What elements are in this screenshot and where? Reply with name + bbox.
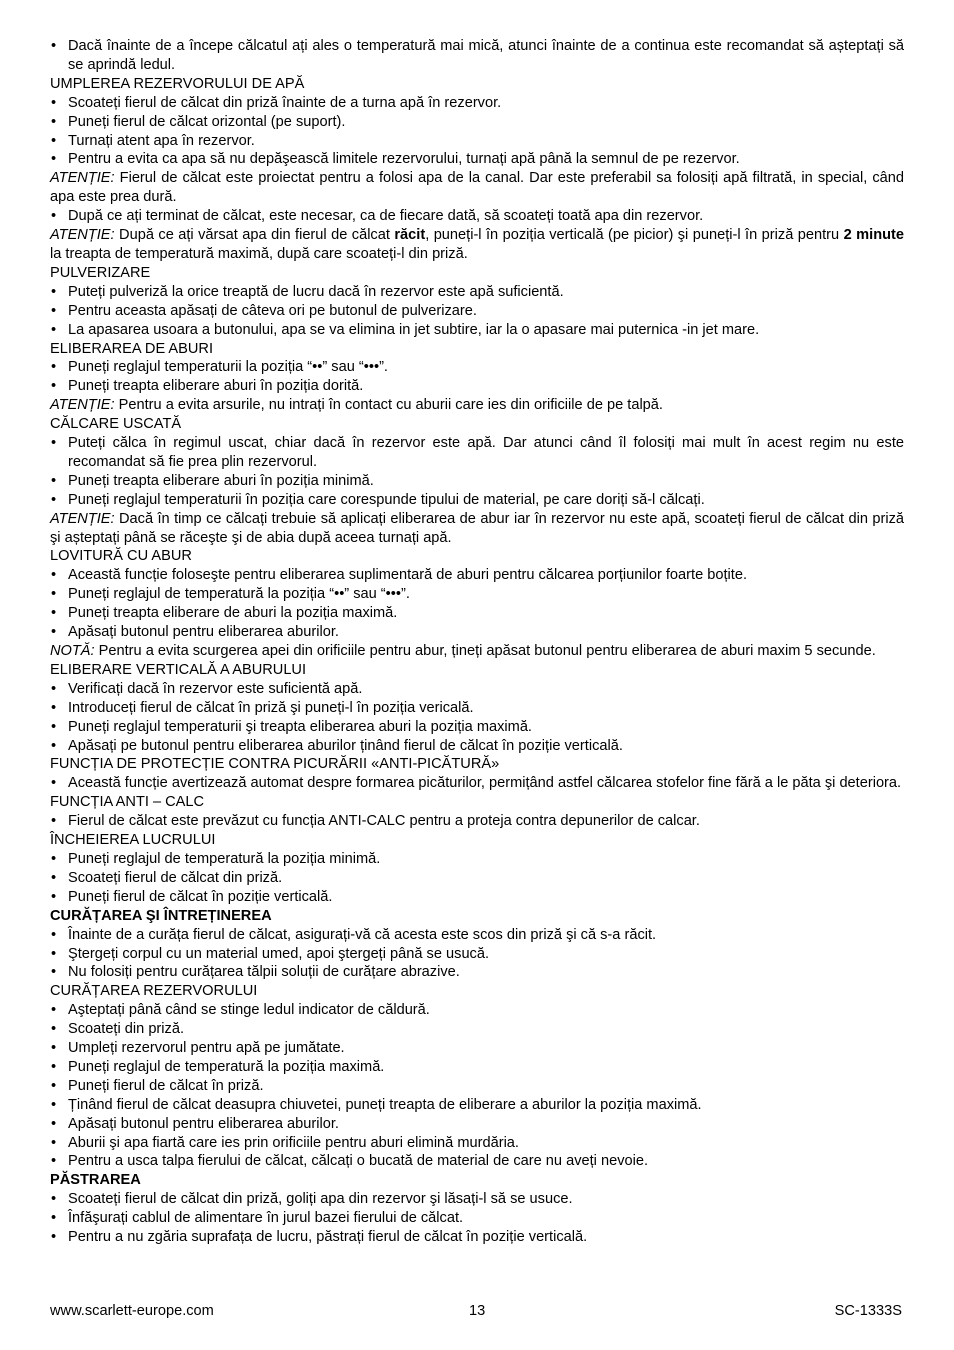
attention-text: Pentru a evita arsurile, nu intrați în contact cu aburii care ies din orificiile de pe talpă.: [114, 397, 663, 414]
attention-label: ATENȚIE:: [50, 397, 115, 414]
bullet-item: • Turnați atent apa în rezervor.: [50, 132, 904, 151]
bullet-item: • Puneți reglajul temperaturii în poziția care corespunde tipului de material, pe care doriți să-l călcați.: [50, 491, 904, 510]
section-heading: FUNCȚIA ANTI – CALC: [50, 794, 205, 811]
bullet-item: • Puneți fierul de călcat în priză.: [50, 1077, 904, 1096]
section-heading: ÎNCHEIEREA LUCRULUI: [50, 832, 216, 849]
bullet-item: • Umpleți rezervorul pentru apă pe jumătate.: [50, 1039, 904, 1058]
attention-note: [50, 226, 904, 264]
section-heading: LOVITURĂ CU ABUR: [50, 548, 192, 565]
bullet-item: • Scoateți fierul de călcat din priză, goliți apa din rezervor şi lăsați-l să se usuce.: [50, 1190, 904, 1209]
section-heading: CĂLCARE USCATĂ: [50, 416, 182, 433]
attention-label: ATENȚIE:: [50, 170, 115, 187]
bullet-item: • Puneți treapta eliberare aburi în poziția minimă.: [50, 472, 904, 491]
attention-bold: 2 minute: [843, 227, 904, 244]
attention-text: Fierul de călcat este proiectat pentru a folosi apa de la canal. Dar este preferabil sa folosiți apă filtrată, in special, când apa este prea dură.: [50, 170, 904, 206]
bullet-item: • Apăsați butonul pentru eliberarea aburilor.: [50, 623, 904, 642]
bullet-item: • Aburii şi apa fiartă care ies prin orificiile pentru aburi elimină murdăria.: [50, 1134, 904, 1153]
footer-page-number: 13: [469, 1303, 486, 1319]
bullet-item: • Introduceți fierul de călcat în priză şi puneți-l în poziția vericală.: [50, 699, 904, 718]
section-heading: ELIBERARE VERTICALĂ A ABURULUI: [50, 661, 307, 678]
bullet-item: • Puneți fierul de călcat în poziție verticală.: [50, 888, 904, 907]
bullet-item: • Puneți reglajul de temperatură la poziția maximă.: [50, 1058, 904, 1077]
bullet-item: • Ținând fierul de călcat deasupra chiuvetei, puneți treapta de eliberare a aburilor la poziția maximă.: [50, 1096, 904, 1115]
bullet-item: • Puneți reglajul temperaturii la poziția “••” sau “•••”.: [50, 358, 904, 377]
section-heading: CURĂȚAREA REZERVORULUI: [50, 983, 258, 1000]
bullet-item: • Ştergeți corpul cu un material umed, apoi ştergeți până se usucă.: [50, 945, 904, 964]
section-heading-bold: PĂSTRAREA: [50, 1172, 141, 1189]
bullet-item: • Puneți fierul de călcat orizontal (pe suport).: [50, 113, 904, 132]
bullet-item: • Verificați dacă în rezervor este suficientă apă.: [50, 680, 904, 699]
section-heading: FUNCȚIA DE PROTECȚIE CONTRA PICURĂRII «ANTI-PICĂTURĂ»: [50, 756, 500, 773]
attention-text: Pentru a evita scurgerea apei din orificiile pentru abur, țineți apăsat butonul pentru eliberarea de aburi maxim 5 secunde.: [94, 643, 876, 659]
footer-model: SC-1333S: [834, 1303, 902, 1319]
bullet-item: • După ce ați terminat de călcat, este necesar, ca de fiecare dată, să scoateți toată apa din rezervor.: [50, 207, 904, 226]
attention-note: [50, 169, 904, 207]
attention-label: NOTĂ:: [50, 643, 95, 659]
bullet-item: • Apăsați pe butonul pentru eliberarea aburilor ținând fierul de călcat în poziție verticală.: [50, 737, 904, 756]
bullet-item: • Aşteptați până când se stinge ledul indicator de căldură.: [50, 1001, 904, 1020]
bullet-item: • Fierul de călcat este prevăzut cu funcția ANTI-CALC pentru a proteja contra depunerilor de calcar.: [50, 812, 904, 831]
attention-text: , puneți-l în poziția verticală (pe picior) şi puneți-l în priză pentru: [425, 227, 844, 244]
attention-label: ATENȚIE:: [50, 510, 115, 527]
section-heading: PULVERIZARE: [50, 264, 151, 281]
bullet-item: • Puneți reglajul temperaturii şi treapta eliberarea aburi la poziția maximă.: [50, 718, 904, 737]
footer-website: www.scarlett-europe.com: [50, 1303, 214, 1319]
bullet-item: • Dacă înainte de a începe călcatul ați ales o temperatură mai mică, atunci înainte de a continua este recomandat să așteptați să se aprindă ledul.: [50, 37, 904, 75]
document-body: [50, 37, 904, 1247]
attention-text: După ce ați vărsat apa din fierul de călcat: [114, 227, 395, 244]
bullet-item: • Scoateți fierul de călcat din priză.: [50, 869, 904, 888]
page-footer: [50, 1303, 902, 1323]
bullet-item: • Puneți reglajul de temperatură la poziția minimă.: [50, 850, 904, 869]
bullet-item: • Pentru a usca talpa fierului de călcat, călcați o bucată de material de care nu aveți nevoie.: [50, 1152, 904, 1171]
attention-label: ATENȚIE:: [50, 227, 115, 244]
attention-text: la treapta de temperatură maximă, după care scoateți-l din priză.: [50, 245, 468, 262]
attention-bold: răcit: [394, 227, 426, 244]
bullet-item: • Puneți treapta eliberare de aburi la poziția maximă.: [50, 604, 904, 623]
bullet-item: • Această funcție foloseşte pentru eliberarea suplimentară de aburi pentru călcarea porțiunilor foarte boțite.: [50, 566, 904, 585]
bullet-item: • La apasarea usoara a butonului, apa se va elimina in jet subtire, iar la o apasare mai puternica -in jet mare.: [50, 321, 904, 340]
bullet-item: • Pentru a nu zgăria suprafața de lucru, păstrați fierul de călcat în poziție verticală.: [50, 1228, 904, 1247]
section-heading: UMPLEREA REZERVORULUI DE APĂ: [50, 75, 305, 92]
bullet-item: • Apăsați butonul pentru eliberarea aburilor.: [50, 1115, 904, 1134]
bullet-item: • Pentru aceasta apăsați de câteva ori pe butonul de pulverizare.: [50, 302, 904, 321]
bullet-item: • Puneți reglajul de temperatură la poziția “••” sau “•••”.: [50, 585, 904, 604]
bullet-item: • Această funcție avertizează automat despre formarea picăturilor, permițând astfel călcarea stofelor fine fără a le păta şi deteriora.: [50, 774, 904, 793]
bullet-item: • Puteți călca în regimul uscat, chiar dacă în rezervor este apă. Dar atunci când îl folosiți mai mult în acest regim nu este recomandat să fie prea plin rezervorul.: [50, 434, 904, 472]
bullet-item: • Nu folosiți pentru curățarea tălpii soluții de curățare abrazive.: [50, 963, 904, 982]
bullet-item: • Scoateți fierul de călcat din priză înainte de a turna apă în rezervor.: [50, 94, 904, 113]
bullet-item: • Înfăşurați cablul de alimentare în jurul bazei fierului de călcat.: [50, 1209, 904, 1228]
section-heading-bold: CURĂȚAREA ŞI ÎNTREȚINEREA: [50, 907, 272, 924]
attention-text: Dacă în timp ce călcați trebuie să aplicați eliberarea de abur iar în rezervor nu este apă, scoateți fierul de călcat din priză şi așteptați până se răceşte şi de abia după aceea turnați apă.: [50, 510, 904, 546]
bullet-item: • Puteți pulveriză la orice treaptă de lucru dacă în rezervor este apă suficientă.: [50, 283, 904, 302]
bullet-item: • Scoateți din priză.: [50, 1020, 904, 1039]
bullet-item: • Puneți treapta eliberare aburi în poziția dorită.: [50, 377, 904, 396]
attention-note: [50, 642, 904, 661]
attention-note: [50, 510, 904, 548]
attention-note: [50, 396, 904, 415]
bullet-item: • Pentru a evita ca apa să nu depăşească limitele rezervorului, turnați apă până la semnul de pe rezervor.: [50, 150, 904, 169]
bullet-item: • Înainte de a curăța fierul de călcat, asigurați-vă că acesta este scos din priză şi că s-a răcit.: [50, 926, 904, 945]
section-heading: ELIBERAREA DE ABURI: [50, 340, 214, 357]
